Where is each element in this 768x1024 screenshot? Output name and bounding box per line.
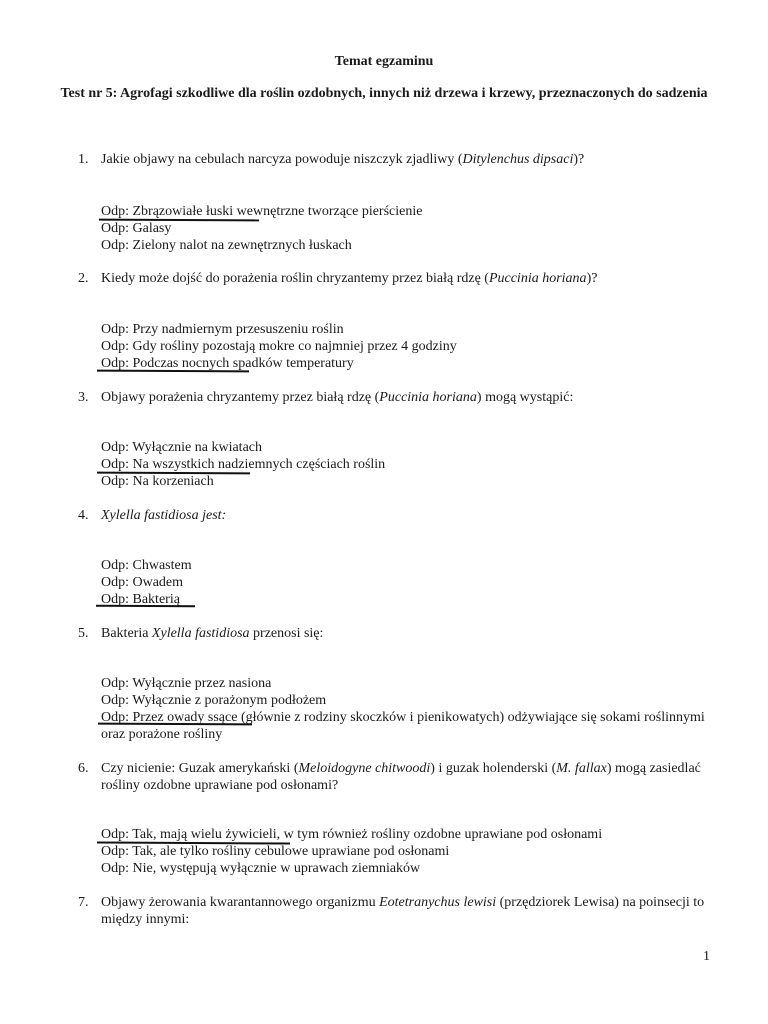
answer-option[interactable]: Odp: Zielony nalot na zewnętrznych łuskach xyxy=(101,238,352,253)
answer-option[interactable]: Odp: Tak, ale tylko rośliny cebulowe uprawiane pod osłonami xyxy=(101,844,450,859)
answer-option[interactable]: Odp: Zbrązowiałe łuski wewnętrzne tworzące pierścienie xyxy=(101,204,423,219)
answer-option[interactable]: Odp: Na wszystkich nadziemnych częściach roślin xyxy=(101,457,386,472)
answer-list-5 xyxy=(101,675,713,743)
question-number-2: 2. xyxy=(78,271,89,286)
answer-option[interactable]: Odp: Gdy rośliny pozostają mokre co najmniej przez 4 godziny xyxy=(101,339,457,354)
answer-option[interactable]: Odp: Przez owady ssące (głównie z rodziny skoczków i pienikowatych) odżywiające się sokami roślinnymi oraz porażone rośliny xyxy=(101,710,705,742)
page-subtitle: Test nr 5: Agrofagi szkodliwe dla roślin ozdobnych, innych niż drzewa i krzewy, przeznaczonych do sadzenia xyxy=(60,86,708,101)
question-text-7: Objawy żerowania kwarantannowego organizmu Eotetranychus lewisi (przędziorek Lewisa) na poinsecji to między innymi: xyxy=(101,895,705,927)
answer-option[interactable]: Odp: Owadem xyxy=(101,575,184,590)
answer-list-2 xyxy=(101,321,713,372)
answer-option[interactable]: Odp: Wyłącznie z porażonym podłożem xyxy=(101,693,327,708)
question-text-5: Bakteria Xylella fastidiosa przenosi się: xyxy=(101,626,324,641)
answer-list-1 xyxy=(101,203,713,254)
answer-list-3 xyxy=(101,439,713,490)
page-number: 1 xyxy=(703,949,710,964)
question-text-3: Objawy porażenia chryzantemy przez białą rdzę (Puccinia horiana) mogą wystąpić: xyxy=(101,390,574,405)
answer-option[interactable]: Odp: Przy nadmiernym przesuszeniu roślin xyxy=(101,322,344,337)
question-number-5: 5. xyxy=(78,626,89,641)
answer-option[interactable]: Odp: Wyłącznie przez nasiona xyxy=(101,676,272,691)
answer-option[interactable]: Odp: Chwastem xyxy=(101,558,192,573)
page-title: Temat egzaminu xyxy=(334,54,434,69)
answer-option[interactable]: Odp: Bakterią xyxy=(101,592,180,607)
answer-list-4 xyxy=(101,557,713,608)
question-number-1: 1. xyxy=(78,152,89,167)
answer-list-6 xyxy=(101,826,713,877)
question-number-6: 6. xyxy=(78,761,89,776)
answer-option[interactable]: Odp: Podczas nocnych spadków temperatury xyxy=(101,356,354,371)
question-number-7: 7. xyxy=(78,895,89,910)
question-number-3: 3. xyxy=(78,390,89,405)
question-text-4: Xylella fastidiosa jest: xyxy=(101,508,227,523)
question-text-2: Kiedy może dojść do porażenia roślin chryzantemy przez białą rdzę (Puccinia horiana)? xyxy=(101,271,598,286)
answer-option[interactable]: Odp: Wyłącznie na kwiatach xyxy=(101,440,262,455)
answer-option[interactable]: Odp: Galasy xyxy=(101,221,172,236)
answer-option[interactable]: Odp: Tak, mają wielu żywicieli, w tym również rośliny ozdobne uprawiane pod osłonami xyxy=(101,827,603,842)
answer-option[interactable]: Odp: Nie, występują wyłącznie w uprawach ziemniaków xyxy=(101,861,421,876)
answer-option[interactable]: Odp: Na korzeniach xyxy=(101,474,214,489)
question-text-6: Czy nicienie: Guzak amerykański (Meloidogyne chitwoodi) i guzak holenderski (M. fallax) mogą zasiedlać rośliny ozdobne uprawiane pod osłonami? xyxy=(101,761,701,793)
question-text-1: Jakie objawy na cebulach narcyza powoduje niszczyk zjadliwy (Ditylenchus dipsaci)? xyxy=(101,152,585,167)
question-number-4: 4. xyxy=(78,508,89,523)
